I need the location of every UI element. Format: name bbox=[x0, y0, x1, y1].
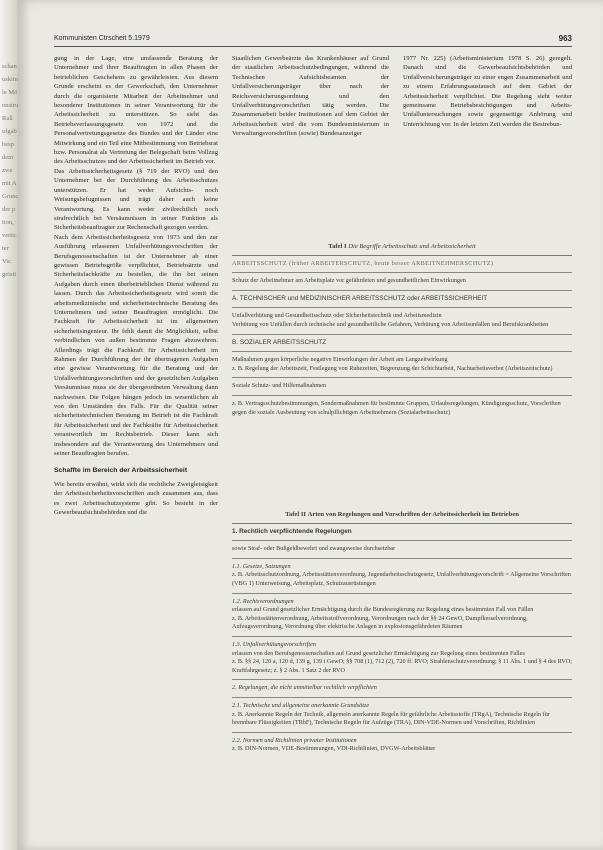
table-cell: z. B. Arbeitsstättenverordnung, Arbeitsstoffverordnung, Verordnungen nach der §§ 24 GewO, Dampfkesselverordnung, Aufzugsverordnung, Verordnung über elektrische Anlagen in explosionsgefährdeten Räumen bbox=[232, 614, 528, 631]
binding-fragment: Grunc bbox=[2, 193, 19, 200]
table-cell: z. B. Anerkannte Regeln der Technik, allgemein anerkannte Regeln für gefährliche Arbeitsstoffe (TRgA), Technische Regeln für brennbare Flüssigkeiten (TRbF), Technische Regeln für Aufzüge (TRA), DIN-VDE-Normen und Vorschriften, Richtlinien bbox=[232, 710, 550, 727]
column-right bbox=[403, 54, 572, 129]
table-cell: z. B. §§ 24, 120 a, 120 d, 139 g, 139 i GewO; §§ 708 (1), 712 (2), 720 ff. RVO; Strahlenschutzverordnung; § 11 Abs. 1 und § 4 des RVO; Kraftfahrgesetz; z. § 2 Abs. 1 Satz 2 der RVO bbox=[232, 658, 572, 674]
table-caps-line: ARBEITSSCHUTZ (früher ARBEITERSCHUTZ, heute besser ARBEITNEHMERSCHUTZ) bbox=[232, 259, 494, 267]
binding-fragment: tion, bbox=[2, 219, 14, 226]
paragraph: 1977 Nr. 225) (Arbeitsministerium 1978 S. 26) geregelt. Danach sind die Gewerbeaufsichtsbehörden und Unfallversicherungsträger zu einer engen Zusammenarbeit und zu einem Erfahrungsaustausch auf dem Gebiet der Arbeitssicherheit verpflichtet. Die Regelung sieht weiter gemeinsame Betriebsbesichtigungen und Arbeits-Unfalluntersuchungen sowie gegenseitige Anhörung und Unterrichtung vor. In der letzten Zeit werden die Bestrebun- bbox=[403, 55, 572, 128]
divider bbox=[232, 558, 572, 559]
binding-fragment: Rall bbox=[2, 115, 13, 122]
table-label: Tafel II bbox=[285, 511, 306, 518]
table-line: Schutz der Arbeitnehmer am Arbeitsplatz vor gefährdeten und gesundheitlichen Einwirkungen bbox=[232, 277, 466, 285]
table-section-heading: 2. Regelungen, die nicht unmittelbar rechtlich verpflichten bbox=[232, 684, 377, 692]
table-cell: z. B. Vertragsschutzbestimmungen, Sondermaßnahmen für bestimmte Gruppen, Urlaubsregelungen, Kündigungsschutz, Vorschriften gegen die soziale Ausbeutung von schulpflichtigen Arbeitnehmern (Sozialarbeitsschutz) bbox=[232, 399, 561, 416]
divider bbox=[232, 593, 572, 594]
divider bbox=[232, 395, 572, 396]
table-title bbox=[232, 243, 572, 256]
column-left bbox=[54, 54, 218, 518]
table-1 bbox=[232, 243, 572, 417]
table-section-heading: B. SOZIALER ARBEITSSCHUTZ bbox=[232, 338, 327, 346]
binding-fragment: der p bbox=[2, 206, 16, 213]
table-subheading: 2.1. Technische und allgemeine anerkannte Grundsätze bbox=[232, 701, 370, 709]
table-subheading: 1.2. Rechtsverordnungen bbox=[232, 597, 294, 605]
binding-fragment: mit A bbox=[2, 180, 17, 187]
binding-fragment: schan bbox=[2, 63, 17, 70]
binding-fragment: Vic bbox=[2, 258, 11, 265]
table-section-heading: 1. Rechtlich verpflichtende Regelungen bbox=[232, 527, 352, 535]
binding-fragment: onstru bbox=[2, 102, 19, 109]
table-title bbox=[232, 511, 572, 524]
table-section-heading: A. TECHNISCHER und MEDIZINISCHER ARBEITSSCHUTZ oder ARBEITSSICHERHEIT bbox=[232, 294, 488, 302]
table-2 bbox=[232, 511, 572, 754]
binding-fragment: le Mö bbox=[2, 89, 18, 96]
table-subheading: 1.1. Gesetze, Satzungen bbox=[232, 562, 291, 570]
binding-fragment: vertic bbox=[2, 232, 17, 239]
divider bbox=[232, 351, 572, 352]
divider bbox=[232, 290, 572, 291]
table-subheading: 2.2. Normen und Richtlinien privater Institutionen bbox=[232, 736, 357, 744]
table-caption: Die Begriffe Arbeitsschutz und Arbeitssicherheit bbox=[348, 243, 476, 250]
divider bbox=[232, 732, 572, 733]
table-line: sowie Straf- oder Bußgeldbewehrt und zwangsweise durchsetzbar bbox=[232, 545, 396, 553]
page-number: 963 bbox=[558, 34, 572, 43]
column-middle bbox=[232, 54, 389, 139]
paragraph: Das Arbeitssicherheitsgesetz (§ 719 der RVO) und den Unternehmer bei der Durchführung des Arbeitsschutzes unterstützen. Er hat weder Aufsichts- noch Weisungsbefugnissen und trägt daher auch keine Verantwortung. Es kann weder zivilrechtlich noch strafrechtlich bei Versäumnissen in seiner Funktion als Sicherheitsbeauftragter zur Rechenschaft gezogen werden. bbox=[54, 167, 218, 232]
paragraph: Staatlichen Gewerbeärzte das Krankenhäuser auf Grund der staatlichen Arbeitsschutzbedingungen, während die Technischen Aufsichtsbeamten der Unfallversicherungsträger über nach der Reichsversicherungsordnung und den Unfallverhütungsvorschriften tätig werden. Die Zusammenarbeit beider Institutionen auf dem Gebiet der Arbeitssicherheit wird die vom Bundesministerium in Verwaltungsvorschriften (sowie) Bundesanzeiger bbox=[232, 55, 389, 138]
divider bbox=[232, 272, 572, 273]
binding-fragment: zwe bbox=[2, 167, 13, 174]
table-subheading: 1.3. Unfallverhütungsvorschriften bbox=[232, 640, 316, 648]
divider bbox=[232, 334, 572, 335]
paragraph: gung in der Lage, eine umfassende Beratung der Unternehmer und ihrer Beauftragten in allen Phasen der betrieblichen Geschehens zu gewährleisten. Aus diesem Grunde erscheint es der Gewerkschaft, den Unternehmer durch die organisierte Mitarbeit der Arbeitnehmer und besonderer Institutionen in seiner Verantwortung für die Arbeitssicherheit zu unterstützen. So sieht das Betriebsverfassungsgesetz von 1972 und die Personalvertretungsgesetze des Bundes und der Länder eine Mitwirkung und ein Teil eine Mitbestimmung von Betriebsrat bzw. Personalrat als Vertretung der Belegschaft beim Vollzug des Arbeitsschutzes und der Arbeitssicherheit im Betrieb vor. bbox=[54, 55, 218, 166]
table-cell: z. B. Arbeitsschutzordnung, Arbeitsstättenverordnung, Jugendarbeitsschutzgesetz, Unfallverhütungsvorschrift = Allgemeine Vorschriften (VBG 1) Unterweisung, Arbeitsplatz, Schutzausrüstungen bbox=[232, 571, 571, 587]
table-cell: Unfallverhütung und Gesundheitsschutz oder Sicherheitstechnik und Arbeitsmedizin Verhütung von Unfällen durch technische und gesundheitliche Gefahren, Verhütung von Arbeitsunfällen und Berufskrankheiten bbox=[232, 312, 549, 328]
divider bbox=[232, 636, 572, 637]
table-cell-label: Soziale Schutz- und Hilfemaßnahmen bbox=[232, 382, 326, 390]
binding-fragment: uskiin bbox=[2, 76, 18, 83]
paragraph: Nach dem Arbeitssicherheitsgesetz von 1973 und den zur Ausführung erlassenen Unfallverhütungsvorschriften der Berufsgenossenschaften ist der Unternehmer ab einer gewissen Betriebsgröße verpflichtet, Betriebsärzte und Sicherheitsfachkräfte zu bestellen, die ihn bei seinen Aufgaben durch einen überbetrieblichen Dienst während zu lassen. Durch das Arbeitssicherheitsgesetz wird somit die arbeitsmedizinische und sicherheitstechnische Beratung des Unternehmers und seiner Beauftragten ermöglicht. Die Fachkraft für Arbeitssicherheit ist im allgemeinen sicherheitsingenieur. Ihr fehlt damit die Möglichkeit, selbst verbindlichen von außen bestimmte Fragen abzuwehren. Allerdings trägt die Fachkraft für Arbeitssicherheit im Rahmen der Durchführung der ihr übertragenen Aufgaben eine gewisse Verantwortung für die Beratung und der Unfallverhütungsvorschriften und der gesetzlichen Aufgaben Versäumnisse muss sie der übergeordneten Verwaltung dann nachweisen. Die Folgen hängen jedoch im wesentlichen ab von den Umständen des Falls. Für die Qualität seiner sicherheitstechnischen Beratung im Betrieb ist die Fachkraft für Arbeitssicherheit und der Fachkräfte für Arbeitssicherheit verantwortlich im Rechtsbetrieb. Dieser kann sich insbesondere auf die Verantwortung des Unternehmers und seiner Beauftragten berufen. bbox=[54, 233, 218, 458]
divider bbox=[232, 697, 572, 698]
running-header bbox=[54, 34, 572, 47]
divider bbox=[232, 307, 572, 308]
journal-title: Kommunisten Ctrscheit 5.1979 bbox=[54, 35, 150, 42]
binding-fragment: ter bbox=[2, 245, 9, 252]
paragraph: Wie bereits erwähnt, wirkt sich die rechtliche Zweigleisigkeit der Arbeitssicherheitsvorschriften auch zusammen aus, dass es zwei Arbeitsschutzsysteme gibt. So besteht in der Gewerbeaufsichtsbehörden und die bbox=[54, 480, 218, 517]
binding-fragment: besp bbox=[2, 141, 14, 148]
table-cell: Maßnahmen gegen körperliche negative Einwirkungen der Arbeit am Langzeitwirkung z. B. Regelung der Arbeitszeit, Festlegung von Ruhezeiten, Begrenzung der Schichtarbeit, Nachtarbeitsverbot (Arbeitszeitschutz) bbox=[232, 356, 553, 372]
divider bbox=[232, 679, 572, 680]
divider bbox=[232, 377, 572, 378]
divider bbox=[232, 540, 572, 541]
binding-fragment: ufgab bbox=[2, 128, 17, 135]
table-cell: erlassen von den Berufsgenossenschaften auf Grund gesetzlicher Ermächtigung zur Regelung eines bestimmten Falles bbox=[232, 649, 525, 657]
table-cell: z. B. DIN-Normen, VDE-Bestimmungen, VDI-Richtlinien, DVGW-Arbeitsblätter bbox=[232, 745, 436, 753]
table-cell: erlassen auf Grund gesetzlicher Ermächtigung durch die Bundesregierung zur Regelung eines bestimmten Fall von Fällen bbox=[232, 606, 534, 614]
table-label: Tafel I bbox=[328, 243, 347, 250]
binding-fragment: dem bbox=[2, 154, 14, 161]
binding-fragment: geisti bbox=[2, 271, 17, 278]
table-caption: Arten von Regelungen und Vorschriften der Arbeitssicherheit im Betrieben bbox=[307, 511, 519, 518]
section-subheading: Schaffte im Bereich der Arbeitssicherheit bbox=[54, 467, 188, 475]
